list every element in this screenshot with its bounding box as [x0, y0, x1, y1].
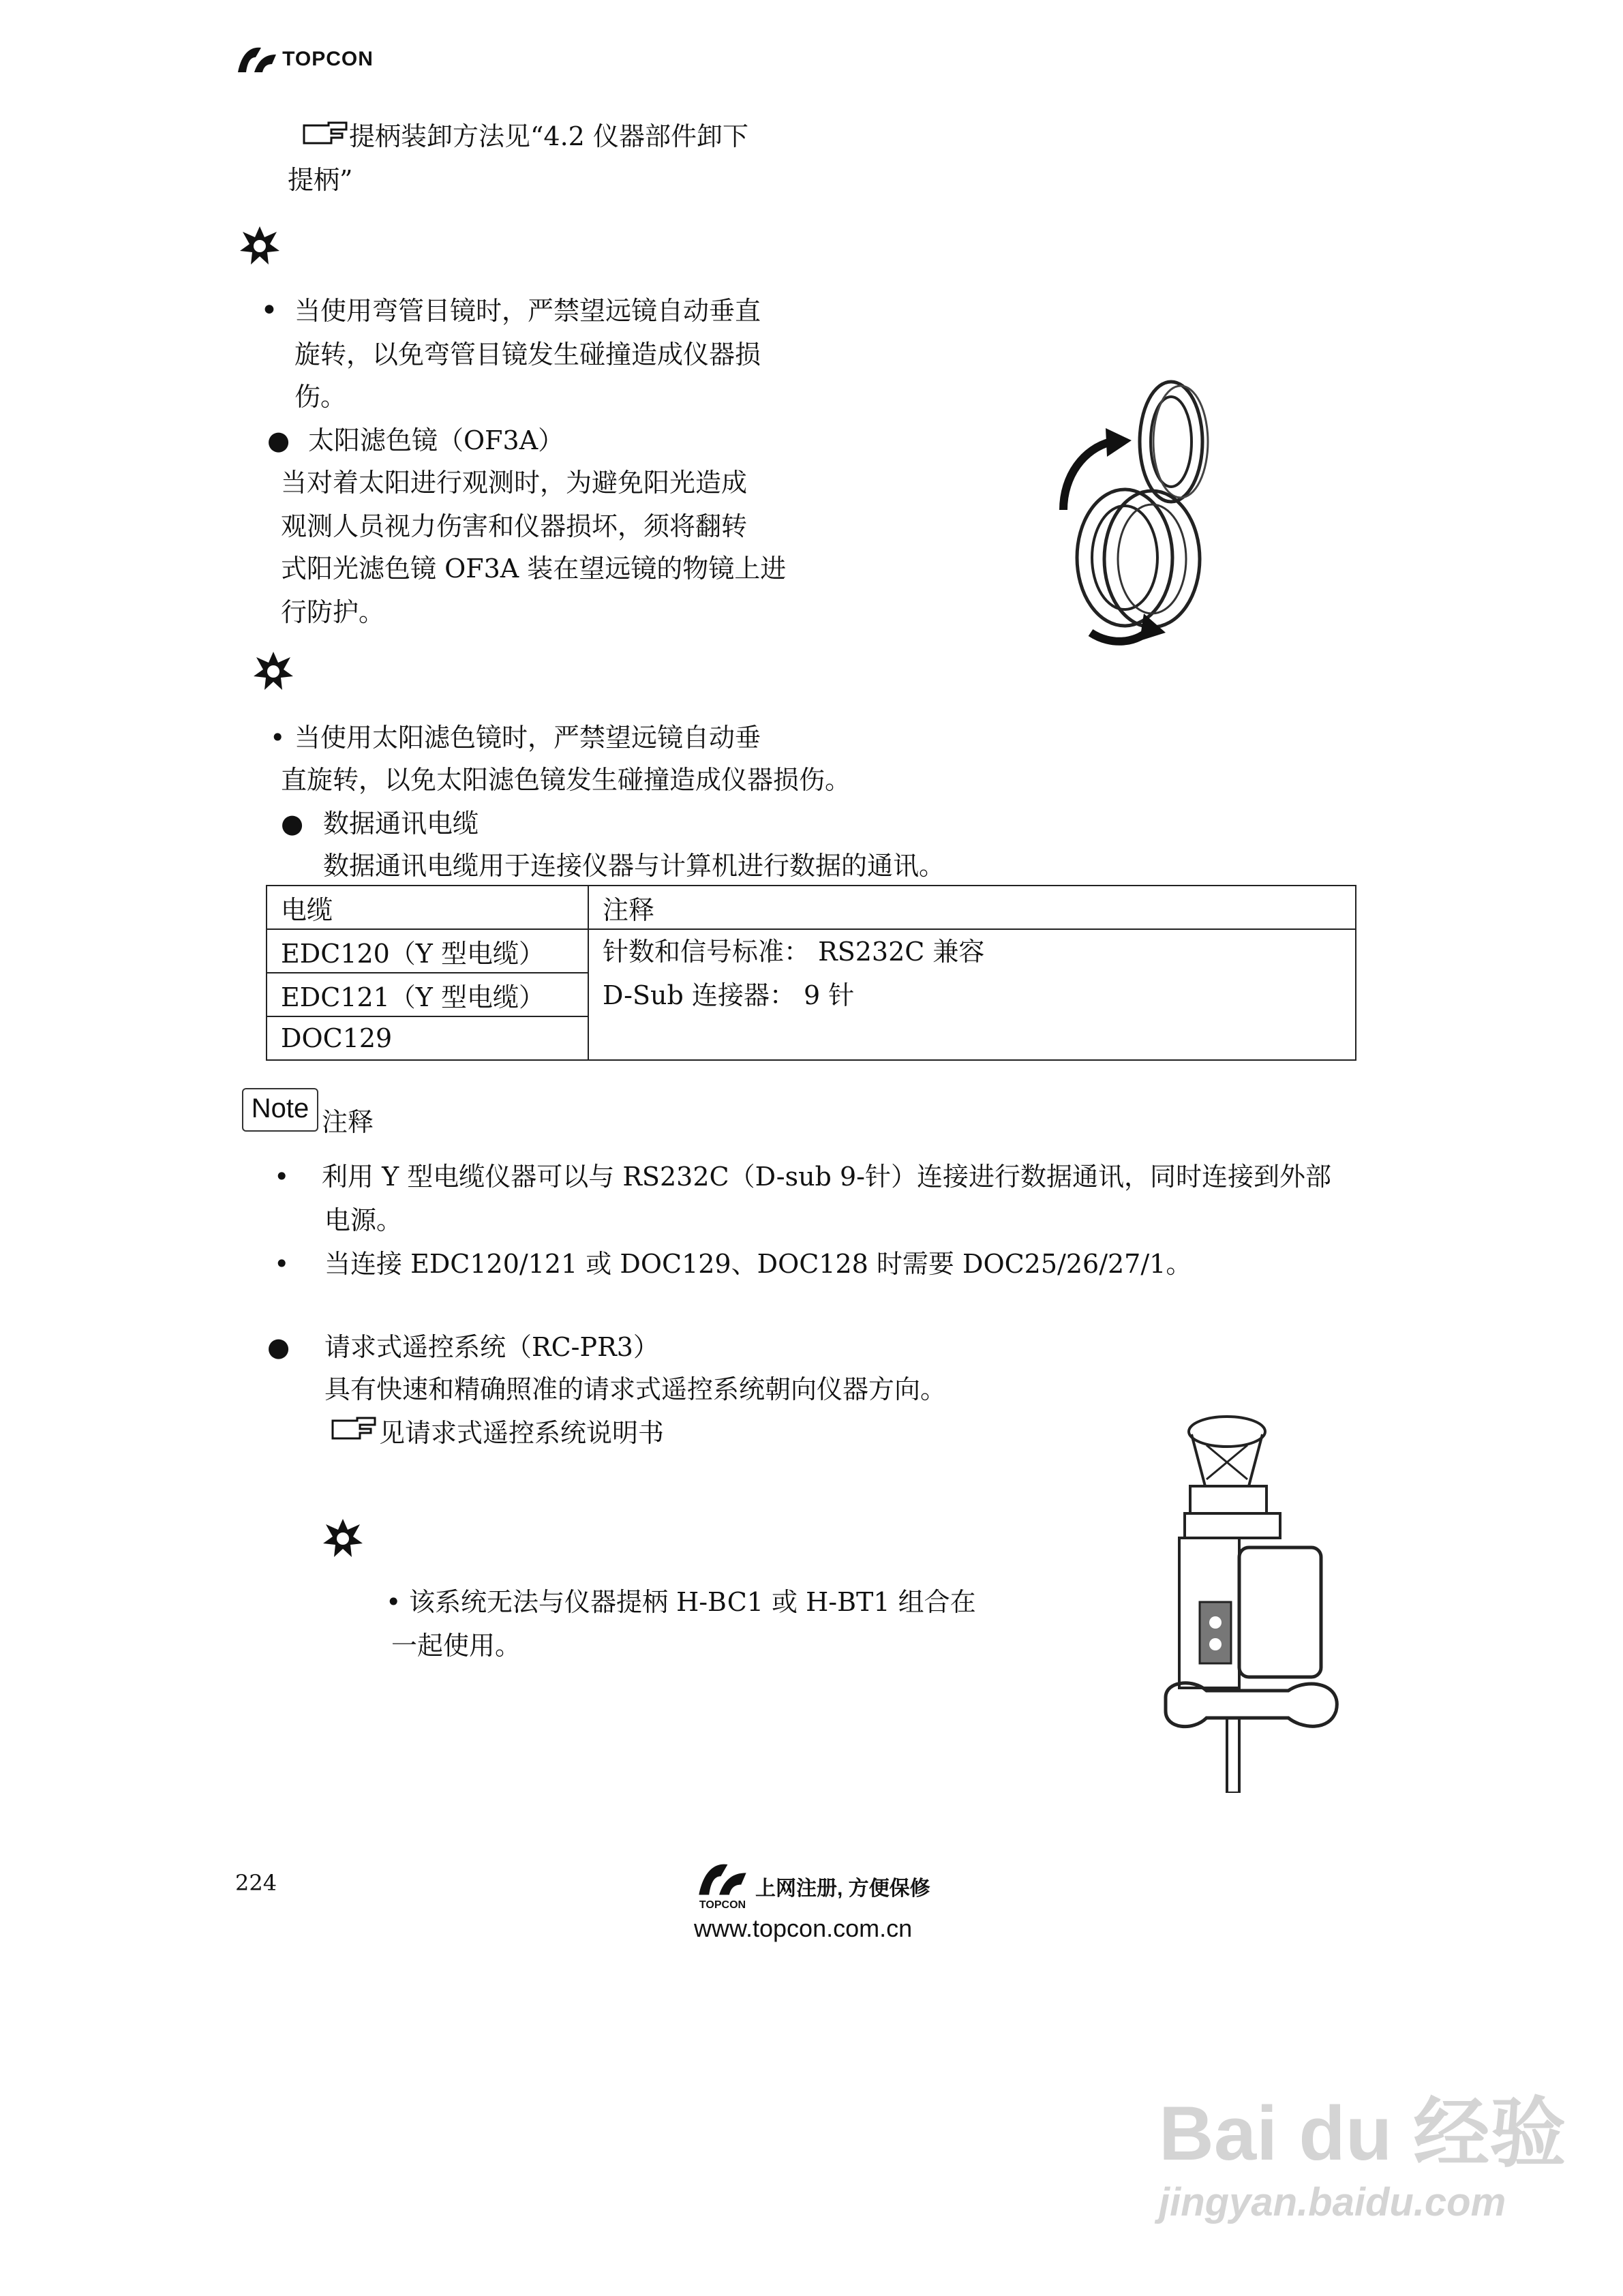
footer-slogan: 上网注册, 方便保修 [755, 1877, 930, 1900]
intro-line-2: 提柄” [288, 165, 353, 195]
caution-icon [322, 1517, 364, 1560]
page-number: 224 [235, 1870, 277, 1896]
solar-filter-line-4: 行防护。 [281, 597, 385, 627]
caution1-line-3: 伤。 [294, 382, 347, 412]
caution2-bullet: • [270, 723, 286, 753]
data-cable-desc: 数据通讯电缆用于连接仪器与计算机进行数据的通讯。 [323, 851, 945, 881]
data-cable-bullet: ● [281, 809, 304, 839]
baidu-watermark-url: jingyan.baidu.com [1159, 2180, 1506, 2224]
topcon-logo-icon [694, 1861, 751, 1897]
note-item1-line-1: 利用 Y 型电缆仪器可以与 RS232C（D-sub 9-针）连接进行数据通讯，同时连接到外部 [322, 1162, 1331, 1192]
rc-caution-bullet: • [386, 1587, 401, 1617]
solar-filter-title: 太阳滤色镜（OF3A） [308, 425, 564, 455]
caution1-line-2: 旋转，以免弯管目镜发生碰撞造成仪器损 [294, 339, 761, 369]
table-header-notes: 注释 [588, 886, 1356, 929]
solar-filter-line-3: 式阳光滤色镜 OF3A 装在望远镜的物镜上进 [281, 554, 787, 584]
table-row [267, 929, 1356, 973]
note-item2: 当连接 EDC120/121 或 DOC129、DOC128 时需要 DOC25/26/27/1。 [324, 1249, 1192, 1279]
table-cell-cable: EDC120（Y 型电缆） [267, 929, 588, 973]
rc-system-title: 请求式遥控系统（RC-PR3） [324, 1332, 659, 1362]
caution2-line-2: 直旋转，以免太阳滤色镜发生碰撞造成仪器损伤。 [281, 765, 851, 795]
table-note-line-1: 针数和信号标准： RS232C 兼容 [603, 937, 985, 967]
table-cell-cable: EDC121（Y 型电缆） [267, 973, 588, 1016]
hand-pointer-icon [301, 120, 349, 147]
cable-table [266, 885, 1356, 1061]
rc-caution-line-2: 一起使用。 [391, 1631, 521, 1661]
caution1-line-1: 当使用弯管目镜时，严禁望远镜自动垂直 [294, 296, 761, 326]
footer-logo-block [694, 1861, 930, 1943]
caution2-line-1: 当使用太阳滤色镜时，严禁望远镜自动垂 [294, 723, 761, 753]
note-item1-line-2: 电源。 [324, 1205, 403, 1235]
table-cell-cable: DOC129 [267, 1016, 588, 1060]
table-cell-notes [588, 929, 1356, 1060]
note-item2-bullet: • [274, 1249, 290, 1279]
note-badge: Note [242, 1088, 318, 1132]
remote-control-illustration [1152, 1411, 1356, 1793]
caution1-bullet: • [260, 293, 278, 328]
baidu-watermark-logo: Bai du 经验 [1159, 2091, 1566, 2176]
caution-icon [252, 650, 294, 693]
rc-system-bullet: ● [267, 1332, 290, 1362]
note-item1-bullet: • [274, 1162, 290, 1192]
topcon-logo-icon [235, 45, 279, 74]
rc-caution-line-1: 该系统无法与仪器提柄 H-BC1 或 H-BT1 组合在 [409, 1587, 976, 1617]
data-cable-title: 数据通讯电缆 [323, 809, 479, 839]
header-brand: TOPCON [282, 48, 374, 70]
hand-pointer-icon [330, 1415, 378, 1442]
solar-filter-line-2: 观测人员视力伤害和仪器损坏，须将翻转 [281, 511, 748, 541]
table-header-row [267, 886, 1356, 929]
solar-filter-illustration [1050, 374, 1227, 646]
solar-filter-line-1: 当对着太阳进行观测时，为避免阳光造成 [281, 468, 748, 498]
caution-icon [239, 225, 281, 267]
rc-system-ref: 见请求式遥控系统说明书 [379, 1418, 665, 1448]
header-logo [235, 45, 374, 74]
footer-brand: TOPCON [699, 1899, 746, 1911]
rc-system-desc: 具有快速和精确照准的请求式遥控系统朝向仪器方向。 [324, 1374, 947, 1404]
footer-url: www.topcon.com.cn [694, 1914, 913, 1942]
solar-filter-bullet: ● [267, 425, 290, 455]
note-label: 注释 [322, 1107, 374, 1137]
table-header-cable: 电缆 [267, 886, 588, 929]
intro-line-1: 提柄装卸方法见“4.2 仪器部件卸下 [349, 121, 748, 151]
table-note-line-2: D-Sub 连接器： 9 针 [603, 980, 855, 1010]
